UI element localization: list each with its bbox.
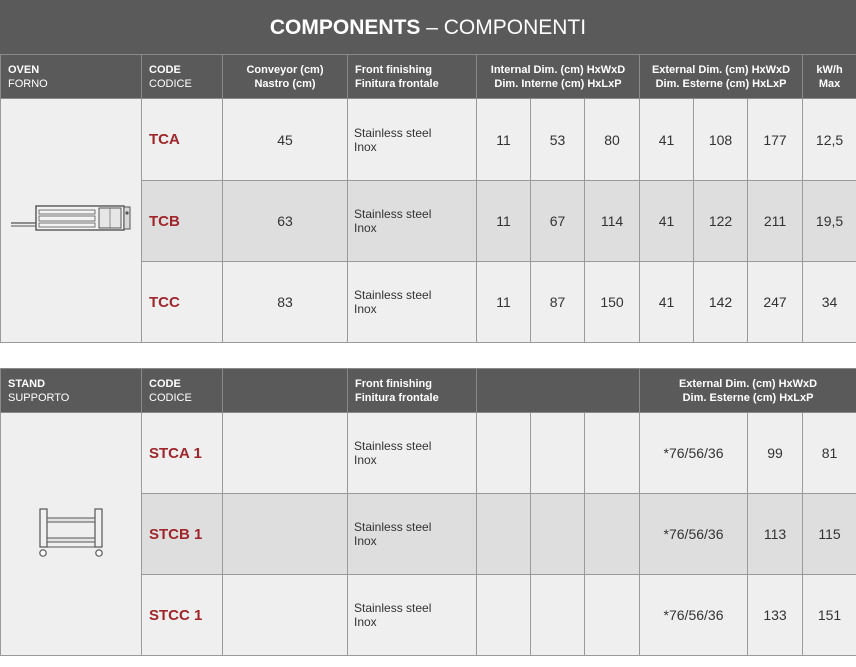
empty-cell bbox=[585, 413, 640, 494]
finish-cell: Stainless steel Inox bbox=[348, 262, 477, 343]
empty-cell bbox=[477, 494, 531, 575]
ext-w-cell: 142 bbox=[694, 262, 748, 343]
header-finish: Front finishing Finitura frontale bbox=[348, 55, 477, 99]
finish-cell: Stainless steel Inox bbox=[348, 494, 477, 575]
ext-h-cell: *76/56/36 bbox=[640, 575, 748, 656]
page-title bbox=[0, 0, 856, 54]
empty-cell bbox=[531, 575, 585, 656]
int-h-cell: 11 bbox=[477, 181, 531, 262]
ext-d-cell: 177 bbox=[748, 99, 803, 181]
header-conveyor: Conveyor (cm) Nastro (cm) bbox=[223, 55, 348, 99]
oven-image-cell bbox=[1, 99, 142, 343]
oven-table bbox=[0, 54, 856, 343]
oven-code: TCB bbox=[142, 181, 223, 262]
header-finish: Front finishing Finitura frontale bbox=[348, 369, 477, 413]
finish-cell: Stainless steel Inox bbox=[348, 181, 477, 262]
ext-h-cell: *76/56/36 bbox=[640, 413, 748, 494]
header-power: kW/h Max bbox=[803, 55, 856, 99]
ext-h-cell: *76/56/36 bbox=[640, 494, 748, 575]
title-rest: – COMPONENTI bbox=[420, 16, 587, 39]
empty-cell bbox=[223, 494, 348, 575]
ext-h-cell: 41 bbox=[640, 99, 694, 181]
ext-d-cell: 81 bbox=[803, 413, 856, 494]
empty-cell bbox=[531, 494, 585, 575]
ext-w-cell: 108 bbox=[694, 99, 748, 181]
int-w-cell: 53 bbox=[531, 99, 585, 181]
power-cell: 12,5 bbox=[803, 99, 856, 181]
empty-cell bbox=[531, 413, 585, 494]
power-cell: 19,5 bbox=[803, 181, 856, 262]
int-h-cell: 11 bbox=[477, 262, 531, 343]
stand-image-cell bbox=[1, 413, 142, 656]
header-external-dim: External Dim. (cm) HxWxD Dim. Esterne (cm) HxLxP bbox=[640, 369, 856, 413]
header-code: CODE CODICE bbox=[142, 369, 223, 413]
stand-code: STCB 1 bbox=[142, 494, 223, 575]
conveyor-oven-icon bbox=[9, 202, 133, 236]
empty-cell bbox=[477, 413, 531, 494]
header-code: CODE CODICE bbox=[142, 55, 223, 99]
ext-d-cell: 247 bbox=[748, 262, 803, 343]
header-product: OVEN FORNO bbox=[1, 55, 142, 99]
stand-code: STCC 1 bbox=[142, 575, 223, 656]
ext-h-cell: 41 bbox=[640, 262, 694, 343]
int-d-cell: 150 bbox=[585, 262, 640, 343]
ext-d-cell: 115 bbox=[803, 494, 856, 575]
header-empty bbox=[223, 369, 348, 413]
power-cell: 34 bbox=[803, 262, 856, 343]
empty-cell bbox=[223, 575, 348, 656]
header-product: STAND SUPPORTO bbox=[1, 369, 142, 413]
oven-header-row bbox=[1, 55, 856, 99]
empty-cell bbox=[223, 413, 348, 494]
ext-h-cell: 41 bbox=[640, 181, 694, 262]
table-row bbox=[1, 413, 856, 494]
stand-header-row bbox=[1, 369, 856, 413]
int-w-cell: 87 bbox=[531, 262, 585, 343]
int-d-cell: 80 bbox=[585, 99, 640, 181]
finish-cell: Stainless steel Inox bbox=[348, 413, 477, 494]
header-external-dim: External Dim. (cm) HxWxD Dim. Esterne (cm) HxLxP bbox=[640, 55, 803, 99]
header-empty bbox=[477, 369, 640, 413]
stand-table bbox=[0, 368, 856, 656]
conveyor-cell: 45 bbox=[223, 99, 348, 181]
stand-code: STCA 1 bbox=[142, 413, 223, 494]
title-bold: COMPONENTS bbox=[269, 16, 421, 39]
empty-cell bbox=[585, 494, 640, 575]
empty-cell bbox=[477, 575, 531, 656]
ext-w-cell: 99 bbox=[748, 413, 803, 494]
ext-w-cell: 122 bbox=[694, 181, 748, 262]
oven-code: TCA bbox=[142, 99, 223, 181]
conveyor-cell: 83 bbox=[223, 262, 348, 343]
ext-d-cell: 151 bbox=[803, 575, 856, 656]
oven-code: TCC bbox=[142, 262, 223, 343]
ext-w-cell: 113 bbox=[748, 494, 803, 575]
stand-cart-icon bbox=[36, 505, 106, 561]
ext-w-cell: 133 bbox=[748, 575, 803, 656]
int-d-cell: 114 bbox=[585, 181, 640, 262]
finish-cell: Stainless steel Inox bbox=[348, 575, 477, 656]
int-h-cell: 11 bbox=[477, 99, 531, 181]
finish-cell: Stainless steel Inox bbox=[348, 99, 477, 181]
empty-cell bbox=[585, 575, 640, 656]
table-row bbox=[1, 99, 856, 181]
int-w-cell: 67 bbox=[531, 181, 585, 262]
conveyor-cell: 63 bbox=[223, 181, 348, 262]
header-internal-dim: Internal Dim. (cm) HxWxD Dim. Interne (cm) HxLxP bbox=[477, 55, 640, 99]
ext-d-cell: 211 bbox=[748, 181, 803, 262]
